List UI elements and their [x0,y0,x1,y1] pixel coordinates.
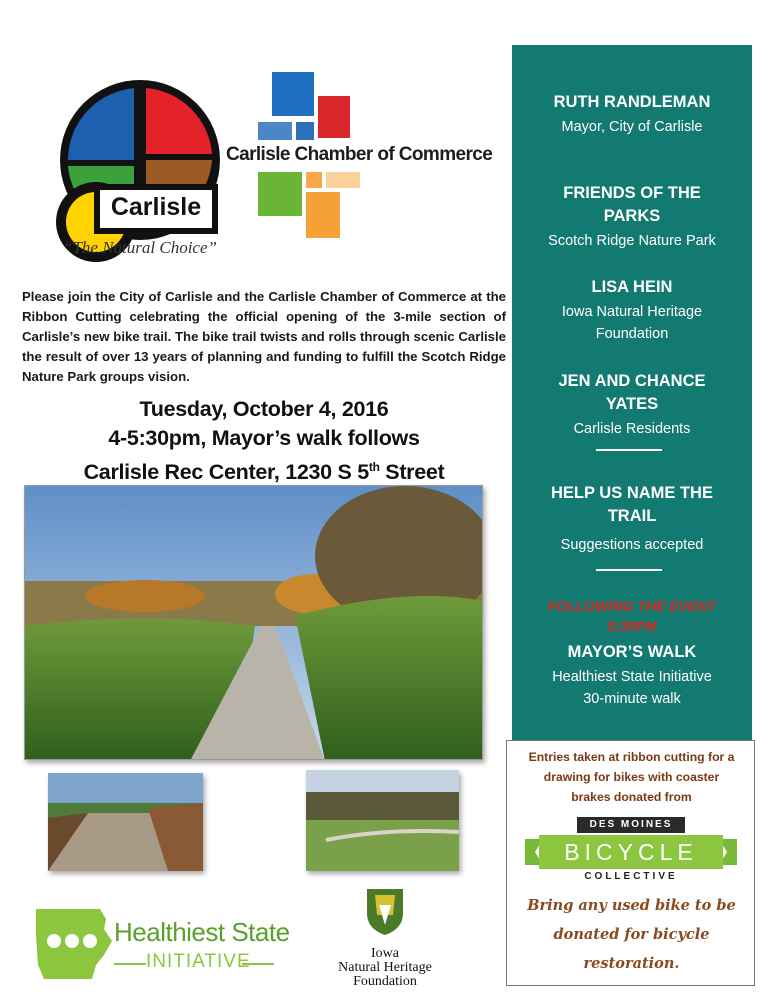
speaker4-name-line2: YATES [605,395,659,413]
trail-photo-main-image [25,486,483,760]
healthiest-title: Healthiest State [114,917,290,947]
speaker1-role: Mayor, City of Carlisle [561,119,703,135]
inhf-logo [320,885,450,995]
name-trail-line2: TRAIL [607,507,657,525]
event-date: Tuesday, October 4, 2016 [139,397,389,421]
inhf-line2: Natural Heritage [338,960,432,975]
raffle-bottom-line3: restoration. [583,955,680,972]
raffle-bottom-line2: donated for bicycle [553,926,710,943]
mayors-walk-block [512,641,752,710]
healthiest-subtitle: INITIATIVE [146,951,251,972]
raffle-bottom-text [517,891,746,978]
speaker4-role: Carlisle Residents [573,421,691,437]
following-event-block [512,596,752,636]
raffle-line2: drawing for bikes with coaster [543,770,720,784]
dmbc-bottom: COLLECTIVE [584,871,678,882]
name-trail-block [512,482,752,556]
speaker-block-3 [512,276,752,345]
speaker2-role: Scotch Ridge Nature Park [548,233,716,249]
event-location-prefix: Carlisle Rec Center, 1230 S 5 [83,460,369,485]
trail-photo-bridge [48,773,203,871]
walk-sub-line1: Healthiest State Initiative [552,669,712,685]
speaker-block-2 [512,182,752,252]
intro-paragraph: Please join the City of Carlisle and the Carlisle Chamber of Commerce at the Ribbon Cutting celebrating the official opening of the 3-mile section of Carlisle’s new bike trail. The bike trail twists and rolls through scenic Carlisle the result of over 13 years of planning and funding to fulfill the Scotch Ridge Nature Park groups vision. [22,289,506,384]
raffle-text [513,747,750,807]
speaker2-name-line1: FRIENDS OF THE [563,184,701,202]
following-line1: FOLLOWING THE EVENT [548,598,716,614]
speaker-block-1 [512,91,752,138]
raffle-line1: Entries taken at ribbon cutting for a [528,750,735,764]
name-trail-line1: HELP US NAME THE [551,484,713,502]
sidebar-divider-1 [596,449,662,451]
event-details [22,395,506,487]
healthiest-state-logo [34,905,290,987]
speaker4-name-line1: JEN AND CHANCE [558,372,706,390]
speaker3-role-line2: Foundation [595,326,669,342]
trail-photo-field [306,770,459,871]
inhf-text [320,947,450,989]
trail-photo-bridge-image [48,773,203,871]
raffle-bottom-line1: Bring any used bike to be [527,897,736,914]
speaker3-name: LISA HEIN [591,278,673,296]
event-time: 4-5:30pm, Mayor’s walk follows [108,426,420,450]
walk-sub-line2: 30-minute walk [583,691,681,707]
event-location-suffix: Street [379,460,445,485]
walk-title: MAYOR’S WALK [567,643,697,661]
chamber-name: Carlisle Chamber of Commerce [226,144,493,165]
trail-photo-main [24,485,483,760]
trail-photo-field-image [306,770,459,871]
inhf-line1: Iowa [371,946,399,961]
event-location-sup: th [368,460,380,474]
speaker3-role-line1: Iowa Natural Heritage [561,304,703,320]
speaker-block-4 [512,370,752,440]
des-moines-bicycle-collective-logo [525,817,737,885]
dmbc-top: DES MOINES [577,817,685,833]
name-trail-sub: Suggestions accepted [560,537,704,553]
following-line2: 5:30PM [607,618,657,634]
raffle-box [506,740,755,986]
speaker1-name: RUTH RANDLEMAN [553,93,711,111]
sidebar-divider-2 [596,569,662,571]
event-location [22,453,506,487]
inhf-line3: Foundation [353,974,417,989]
iowa-state-icon [34,905,114,987]
dmbc-mid: BICYCLE [564,839,698,865]
carlisle-logo-word: Carlisle [110,193,202,221]
speakers-sidebar [512,45,752,740]
raffle-line3: brakes donated from [571,790,692,804]
inhf-shield-icon [365,885,405,935]
carlisle-tagline: “The Natural Choice” [63,238,217,257]
speaker2-name-line2: PARKS [603,207,661,225]
